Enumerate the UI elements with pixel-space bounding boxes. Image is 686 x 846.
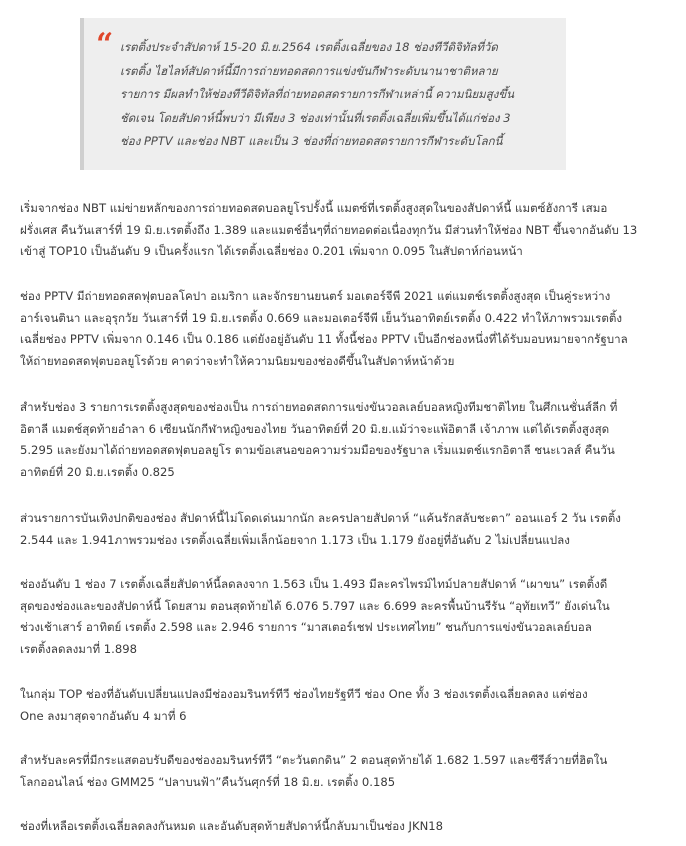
article-paragraph-remaining: ช่องที่เหลือเรตติ้งเฉลี่ยลดลงกันหมด และอันดับสุดท้ายสัปดาห์นี้กลับมาเป็นช่อง JKN18: [20, 819, 444, 833]
article-paragraph-ch3: สำหรับช่อง 3 รายการเรตติ้งสูงสุดของช่องเป็น การถ่ายทอดสดการแข่งขันวอลเลย์บอลหญิงทีมชาติไทย ในศึกเนชั่นส์ลีก ที่ อิตาลี แมตช์สุดท้ายอำลา 6 เซียนนักกีฬาหญิงของไทย วันอาทิตย์ที่ 20 มิ.ย.แม้ว่าจะแพ้อิตาลี เจ้าภาพ แต่ได้เรตติ้งสูงสุด 5.295 และยังมาได้ถ่ายทอดสดฟุตบอลยูโร ตามข้อเสนอขอความร่วมมือของรัฐบาล เริ่มแมตช์แรกอิตาลี ชนะเวลส์ คืนวัน อาทิตย์ที่ 20 มิ.ย.เรตติ้ง 0.825: [20, 400, 618, 479]
quote-mark-icon: “: [96, 27, 114, 62]
article-paragraph-pptv: ช่อง PPTV มีถ่ายทอดสดฟุตบอลโคปา อเมริกา และจักรยานยนตร์ มอเตอร์จีพี 2021 แต่แมตช์เรตติ้งสูงสุด เป็นคู่ระหว่าง อาร์เจนตินา และอุรุกวัย วันเสาร์ที่ 19 มิ.ย.เรตติ้ง 0.669 และมอเตอร์จีพี เย็นวันอาทิตย์เรตติ้ง 0.422 ทำให้ภาพรวมเรตติ้ง เฉลี่ยช่อง PPTV เพิ่มจาก 0.146 เป็น 0.186 แต่ยังอยู่อันดับ 11 ทั้งนี้ช่อง PPTV เป็นอีกช่องหนึ่งที่ได้รับมอบหมายจากรัฐบาล ให้ถ่ายทอดสดฟุตบอลยูโรด้วย คาดว่าจะทำให้ความนิยมของช่องดีขึ้นในสัปดาห์หน้าด้วย: [20, 289, 628, 368]
pull-quote-text: เรตติ้งประจำสัปดาห์ 15-20 มิ.ย.2564 เรตติ้งเฉลี่ยของ 18 ช่องทีวีดิจิทัลที่วัด เรตติ้ง ไฮไลท์สัปดาห์นี้มีการถ่ายทอดสดการแข่งขันกีฬาระดับนานาชาติหลาย รายการ มีผลทำให้ช่องทีวีดิจิทัลที่ถ่ายทอดสดรายการกีฬาเหล่านี้ ความนิยมสูงขึ้น ชัดเจน โดยสัปดาห์นี้พบว่า มีเพียง 3 ช่องเท่านั้นที่เรตติ้งเฉลี่ยเพิ่มขึ้นได้แก่ช่อง 3 ช่อง PPTV และช่อง NBT และเป็น 3 ช่องที่ถ่ายทอดสดรายการกีฬาระดับโลกนี้: [120, 40, 515, 148]
article-paragraph-ch3-entertainment: ส่วนรายการบันเทิงปกติของช่อง สัปดาห์นี้ไม่โดดเด่นมากนัก ละครปลายสัปดาห์ “แค้นรักสลับชะตา” ออนแอร์ 2 วัน เรตติ้ง 2.544 และ 1.941ภาพรวมช่อง เรตติ้งเฉลี่ยเพิ่มเล็กน้อยจาก 1.173 เป็น 1.179 ยังอยู่ที่อันดับ 2 ไม่เปลี่ยนแปลง: [20, 511, 621, 547]
article-paragraph-nbt: เริ่มจากช่อง NBT แม่ข่ายหลักของการถ่ายทอดสดบอลยูโรปรั้งนี้ แมตซ์ที่เรตติ้งสูงสุดในของสัปดาห์นี้ แมตซ์ฮังการี เสมอ ฝรั่งเศส คืนวันเสาร์ที่ 19 มิ.ย.เรตติ้งถึง 1.389 และแมตช์อื่นๆที่ถ่ายทอดต่อเนื่องทุกวัน มีส่วนทำให้ช่อง NBT ขึ้นจากอันดับ 13 เข้าสู่ TOP10 เป็นอันดับ 9 เป็นครั้งแรก ได้เรตติ้งเฉลี่ยช่อง 0.201 เพิ่มจาก 0.095 ในสัปดาห์ก่อนหน้า: [20, 201, 638, 258]
article-paragraph-top-group: ในกลุ่ม TOP ช่องที่อันดับเปลี่ยนแปลงมีช่องอมรินทร์ทีวี ช่องไทยรัฐทีวี ช่อง One ทั้ง 3 ช่องเรตติ้งเฉลี่ยลดลง แต่ช่อง One ลงมาสุดจากอันดับ 4 มาที่ 6: [20, 687, 588, 723]
article-paragraph-amarin: สำหรับละครที่มีกระแสตอบรับดีของช่องอมรินทร์ทีวี “ตะวันตกดิน” 2 ตอนสุดท้ายได้ 1.682 1.597 และซีรีส์วายที่ฮิตใน โลกออนไลน์ ช่อง GMM25 “ปลาบนฟ้า”คืนวันศุกร์ที่ 18 มิ.ย. เรตติ้ง 0.185: [20, 753, 608, 789]
article-paragraph-ch7: ช่องอันดับ 1 ช่อง 7 เรตติ้งเฉลี่ยสัปดาห์นี้ลดลงจาก 1.563 เป็น 1.493 มีละครไพรม์ไทม์ปลายสัปดาห์ “เผาขน” เรตติ้งดี สุดของช่องและของสัปดาห์นี้ โดยสาม ตอนสุดท้ายได้ 6.076 5.797 และ 6.699 ละครพื้นบ้านรีรัน “อุทัยเทวี” ยังเด่นใน ช่วงเช้าเสาร์ อาทิตย์ เรตติ้ง 2.598 และ 2.946 รายการ “มาสเตอร์เชฟ ประเทศไทย” ชนกับการแข่งขันวอลเลย์บอล เรตติ้งลดลงมาที่ 1.898: [20, 577, 610, 656]
pull-quote: [80, 18, 566, 170]
